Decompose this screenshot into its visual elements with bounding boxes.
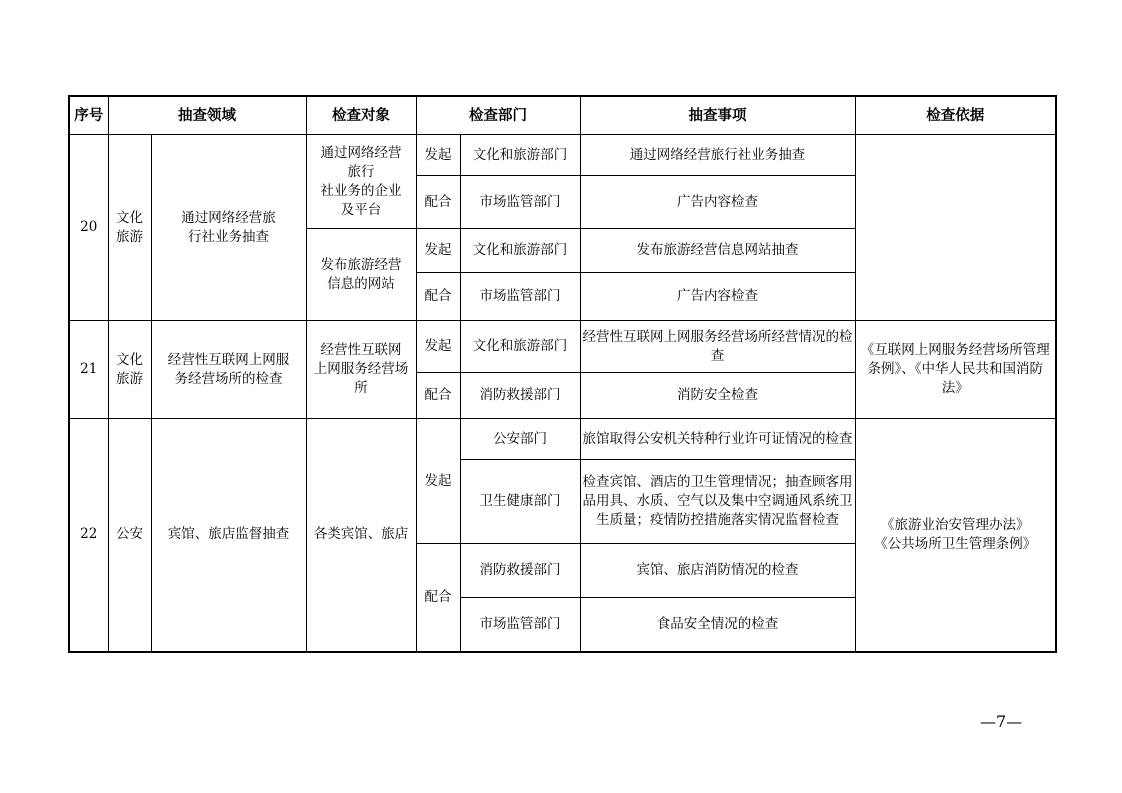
- role-cell: 配合: [416, 273, 460, 321]
- header-item: 抽查事项: [580, 96, 855, 135]
- item-cell: 食品安全情况的检查: [580, 598, 855, 652]
- role-cell: 配合: [416, 373, 460, 419]
- row-category: 文化 旅游: [108, 321, 151, 419]
- header-row: [69, 96, 1056, 135]
- item-cell: 宾馆、旅店消防情况的检查: [580, 544, 855, 598]
- table-row: [69, 135, 1056, 176]
- role-cell: 发起: [416, 135, 460, 176]
- role-cell: 发起: [416, 321, 460, 373]
- item-cell: 发布旅游经营信息网站抽查: [580, 229, 855, 273]
- dept-cell: 文化和旅游部门: [460, 135, 580, 176]
- basis-cell: 《互联网上网服务经营场所管理条例》、《中华人民共和国消防法》: [855, 321, 1056, 419]
- header-field: 抽查领域: [108, 96, 306, 135]
- table-row: [69, 419, 1056, 460]
- row-field: 经营性互联网上网服 务经营场所的检查: [151, 321, 306, 419]
- item-cell: 广告内容检查: [580, 273, 855, 321]
- row-object: 通过网络经营 旅行 社业务的企业 及平台: [306, 135, 416, 229]
- header-object: 检查对象: [306, 96, 416, 135]
- dept-cell: 消防救援部门: [460, 373, 580, 419]
- role-cell: 配合: [416, 544, 460, 652]
- header-basis: 检查依据: [855, 96, 1056, 135]
- item-cell: 旅馆取得公安机关特种行业许可证情况的检查: [580, 419, 855, 460]
- dept-cell: 公安部门: [460, 419, 580, 460]
- basis-cell: 《旅游业治安管理办法》 《公共场所卫生管理条例》: [855, 419, 1056, 652]
- page-number: —7—: [980, 712, 1023, 731]
- row-number: 21: [69, 321, 108, 419]
- header-no: 序号: [69, 96, 108, 135]
- header-department: 检查部门: [416, 96, 580, 135]
- row-object: 经营性互联网 上网服务经营场 所: [306, 321, 416, 419]
- row-category: 文化 旅游: [108, 135, 151, 321]
- dept-cell: 市场监管部门: [460, 176, 580, 229]
- row-object: 各类宾馆、旅店: [306, 419, 416, 652]
- item-cell: 通过网络经营旅行社业务抽查: [580, 135, 855, 176]
- item-cell: 广告内容检查: [580, 176, 855, 229]
- item-cell: 经营性互联网上网服务经营场所经营情况的检查: [580, 321, 855, 373]
- dept-cell: 文化和旅游部门: [460, 321, 580, 373]
- dept-cell: 市场监管部门: [460, 273, 580, 321]
- row-field: 通过网络经营旅 行社业务抽查: [151, 135, 306, 321]
- item-cell: 检查宾馆、酒店的卫生管理情况；抽查顾客用品用具、水质、空气以及集中空调通风系统卫生质量；疫情防控措施落实情况监督检查: [580, 460, 855, 544]
- role-cell: 发起: [416, 229, 460, 273]
- dept-cell: 市场监管部门: [460, 598, 580, 652]
- row-number: 22: [69, 419, 108, 652]
- dept-cell: 卫生健康部门: [460, 460, 580, 544]
- item-cell: 消防安全检查: [580, 373, 855, 419]
- row-number: 20: [69, 135, 108, 321]
- role-cell: 配合: [416, 176, 460, 229]
- basis-cell: [855, 135, 1056, 321]
- row-category: 公安: [108, 419, 151, 652]
- role-cell: 发起: [416, 419, 460, 544]
- table-row: [69, 321, 1056, 373]
- row-object: 发布旅游经营 信息的网站: [306, 229, 416, 321]
- inspection-table: [68, 95, 1057, 653]
- dept-cell: 消防救援部门: [460, 544, 580, 598]
- dept-cell: 文化和旅游部门: [460, 229, 580, 273]
- row-field: 宾馆、旅店监督抽查: [151, 419, 306, 652]
